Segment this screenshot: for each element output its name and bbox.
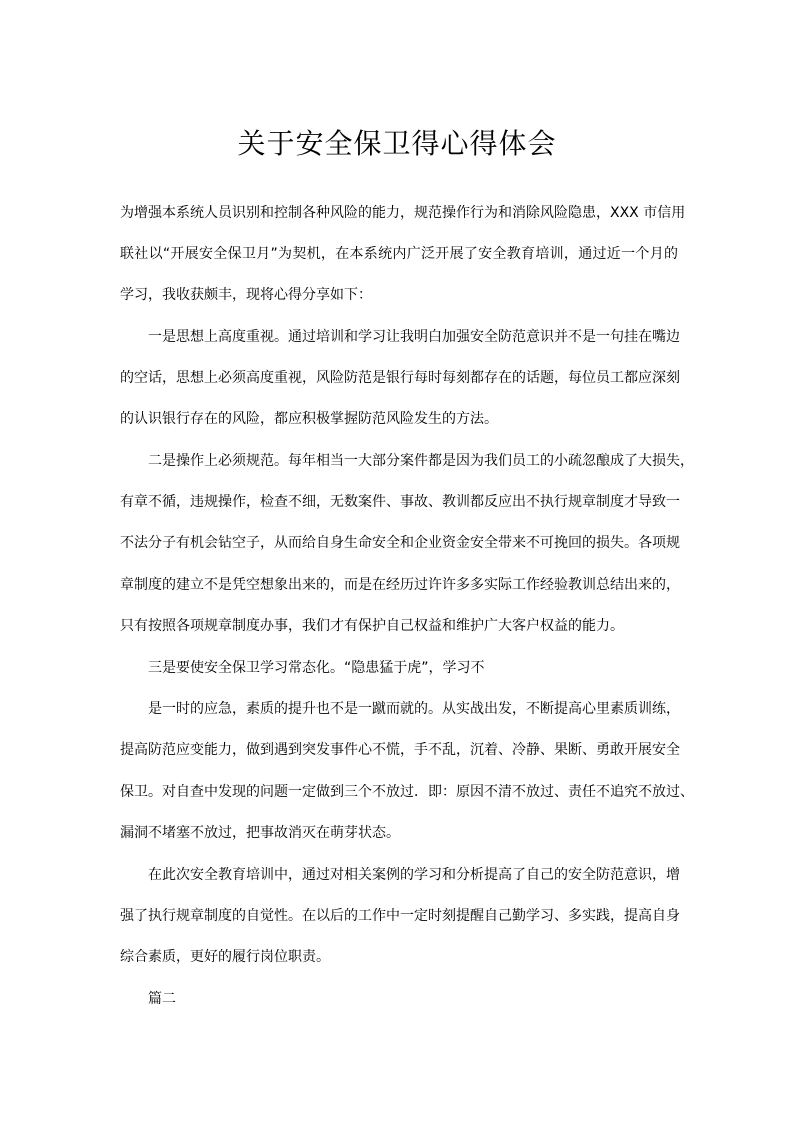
- paragraph-line: 是一时的应急，素质的提升也不是一蹴而就的。从实战出发，不断提高心里素质训练，: [148, 701, 680, 717]
- paragraph-line: 强了执行规章制度的自觉性。在以后的工作中一定时刻提醒自己勤学习、多实践，提高自身: [120, 908, 680, 924]
- document-title: 关于安全保卫得心得体会: [237, 127, 557, 160]
- paragraph-line: 的认识银行存在的风险，都应积极掌握防范风险发生的方法。: [120, 411, 498, 427]
- paragraph-line: 学习，我收获颇丰，现将心得分享如下：: [120, 287, 372, 303]
- paragraph-line: 为增强本系统人员识别和控制各种风险的能力，规范操作行为和消除风险隐患，XXX 市信用: [120, 205, 686, 221]
- paragraph-line: 的空话，思想上必须高度重视，风险防范是银行每时每刻都存在的话题，每位员工都应深刻: [120, 370, 680, 386]
- paragraph-line: 只有按照各项规章制度办事，我们才有保护自己权益和维护广大客户权益的能力。: [120, 618, 624, 634]
- paragraph-line: 联社以“开展安全保卫月”为契机，在本系统内广泛开展了安全教育培训，通过近一个月的: [120, 246, 678, 262]
- paragraph-line: 有章不循，违规操作，检查不细，无数案件、事故、教训都反应出不执行规章制度才导致一: [120, 494, 680, 510]
- paragraph-line: 三是要使安全保卫学习常态化。“隐患猛于虎”，学习不: [148, 660, 485, 676]
- paragraph-line: 一是思想上高度重视。通过培训和学习让我明白加强安全防范意识并不是一句挂在嘴边: [148, 329, 680, 345]
- paragraph-line: 在此次安全教育培训中，通过对相关案例的学习和分析提高了自己的安全防范意识，增: [148, 867, 680, 883]
- paragraph-line: 提高防范应变能力，做到遇到突发事件心不慌，手不乱，沉着、冷静、果断、勇敢开展安全: [120, 742, 680, 758]
- paragraph-line: 保卫。对自查中发现的问题一定做到三个不放过．即：原因不清不放过、责任不追究不放过、: [120, 784, 694, 800]
- paragraph-line: 不法分子有机会钻空子，从而给自身生命安全和企业资金安全带来不可挽回的损失。各项规: [120, 535, 680, 551]
- paragraph-line: 二是操作上必须规范。每年相当一大部分案件都是因为我们员工的小疏忽酿成了大损失，: [148, 453, 694, 469]
- paragraph-line: 漏洞不堵塞不放过，把事故消灭在萌芽状态。: [120, 825, 400, 841]
- paragraph-line: 综合素质，更好的履行岗位职责。: [120, 949, 330, 965]
- paragraph-line: 章制度的建立不是凭空想象出来的，而是在经历过许许多多实际工作经验教训总结出来的，: [120, 577, 680, 593]
- section-heading: 篇二: [148, 991, 176, 1007]
